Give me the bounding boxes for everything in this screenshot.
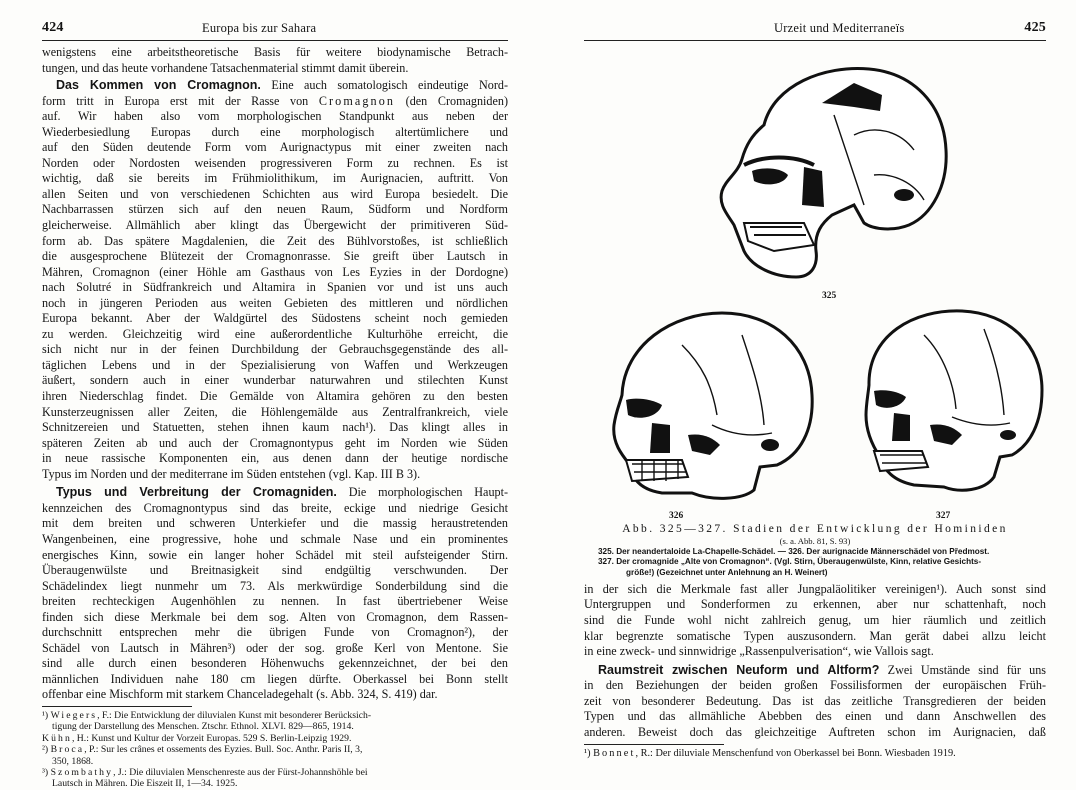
footnote [42,710,508,721]
footnote-mark: ²) [42,744,51,756]
section-heading: Das Kommen von Cromagnon. [56,78,261,93]
right-page-number: 425 [1024,20,1046,35]
paragraph-line: Schädel von Lautsch in Mähren³) oder der sog. große Kerl von Mentone. Sie [42,640,508,655]
paragraph-text: (den Cromagniden) [395,93,508,108]
paragraph-line: zu werden. Gleichzeitig wird eine außerordentliche Kulturhöhe erreicht, die [42,326,508,341]
footnote-author: Wiegers [50,709,98,721]
footnote-text: , F.: Die Entwicklung der diluvialen Kunst mit besonderer Berücksich- [97,709,372,721]
paragraph-line: finden sich diese Merkmale bei dem sog. Alten von Cromagnon, dem Rassen- [42,609,508,624]
footnote [42,767,508,778]
left-page-number: 424 [42,20,64,35]
paragraph-line: klar begrenzte somatische Typen auszusondern. Man gerät dabei allzu leicht [584,628,1046,643]
figure-caption-text [598,547,1046,578]
figure-caption-reference: (s. a. Abb. 81, S. 93) [779,536,851,546]
footnote-author: Kühn [42,732,72,744]
skull-figure [584,43,1076,521]
right-running-head [584,18,1046,41]
paragraph-line: noch in jüngeren Perioden aus weiten Gebieten des mittleren und nördlichen [42,295,508,310]
paragraph-line: täglichen Lebens und in der Spezialisierung von Waffen und Werkzeugen [42,357,508,372]
section-raumstreit-body [584,678,1046,740]
paragraph-line: sind die Funde wohl nicht zahlreich genug, um hier räumlich und zeitlich [584,612,1046,627]
right-running-title: Urzeit und Mediterraneïs [774,21,905,35]
footnote-text: , P.: Sur les crânes et ossements des Eyzies. Bull. Soc. Anthr. Paris II, 3, [84,744,363,756]
footnote-text: , J.: Die diluvialen Menschenreste aus der Fürst-Johannshöhle bei [113,767,368,778]
paragraph-line: Schnitzereien und Statuetten, stehen ihnen kaum nach¹). Das klingt alles in [42,420,508,435]
paragraph-line: äußert, sondern auch in einer wunderbar naturwahren und stilechten Kunst [42,373,508,388]
continuation-paragraph [584,582,1046,660]
paragraph-line: Typus im Norden und der mediterrane im Süden entstehen (vgl. Kap. III B 3). [42,466,421,481]
section-heading: Typus und Verbreitung der Cromagniden. [56,485,337,500]
paragraph-line: wichtig, daß sie bereits im Frühmiolithikum, im Aurignacien, auftritt. Von [42,171,508,186]
section-heading: Raumstreit zwischen Neuform und Altform? [598,662,880,677]
figure-label-325: 325 [822,291,837,301]
footnote-rule [42,706,192,707]
paragraph-line: zeit von besonderer Bedeutung. Das ist das zeitliche Transgredieren der beiden [584,693,1046,708]
figure-caption-title: Abb. 325—327. Stadien der Entwicklung der Hominiden [622,523,1008,535]
footnote-continuation: Lautsch in Mähren. Die Eiszeit II, 1—34. 1925. [52,778,238,790]
footnote-mark: ¹) [42,709,51,721]
footnote-text: , R.: Der diluviale Menschenfund von Oberkassel bei Bonn. Wiesbaden 1919. [635,748,956,760]
paragraph-line: allen Seiten und von verschiedenen Schichten aus wird Europa besiedelt. Die [42,186,508,201]
section-cromagnon-lead [42,78,508,94]
paragraph-line: Mähren, Cromagnon (einer Höhle am Gasthaus von Les Eyzies in der Dordogne) [42,264,508,279]
caption-line: größe!) (Gezeichnet unter Anlehnung an H. Weinert) [626,567,828,577]
paragraph-line: Wiederbesiedlung Europas durch eine morphologisch altertümlichere und [42,124,508,139]
paragraph-text: Zwei Umstände sind für uns [879,662,1046,677]
section-cromagnon-body [42,109,508,482]
opening-line: wenigstens eine arbeitstheoretische Basis für weitere biodynamische Betrach- [42,45,508,59]
caption-line: 327. Der cromagnide „Alte von Cromagnon“. (Vgl. Stirn, Überaugenwülste, Kinn, relative Gesichts- [598,557,982,567]
section-typus-lead [42,485,508,501]
paragraph-line: Kunsterzeugnissen aller Zeiten, die Höhlengemälde aus Zentralfrankreich, viele [42,404,508,419]
paragraph-line: offenbar eine Mischform mit starkem Chanceladegehalt (s. Abb. 324, S. 419) dar. [42,687,438,702]
paragraph-text: Die morphologischen Haupt- [336,485,509,500]
paragraph-line: Wangenbeinen, eine progressive, hohe und schmale Nase und ein prominentes [42,531,508,546]
figure-label-327: 327 [936,511,951,521]
skull-326-illustration [592,305,817,505]
figure-label-326: 326 [669,511,684,521]
right-footnote [584,748,1046,759]
footnote-rule [584,744,724,745]
left-footnotes [42,710,508,790]
paragraph-line: Nachbarrassen stürzen sich auf den neuen Raum, Südform und Nordform [42,202,508,217]
paragraph-line: Schädelindex liegt nunmehr um 73. Als merkwürdige Sonderbildung sind die [42,578,508,593]
paragraph-line: Typen und das allmähliche Abebben des einen und dann Anschwellen des [584,709,1046,724]
paragraph-line: kennzeichen des Cromagnontypus sind das breite, eckige und niedrige Gesicht [42,500,508,515]
footnote-continuation: 350, 1868. [52,755,94,767]
paragraph-line: die ausgesprochene Blütezeit der Cromagnonrasse. Sie greift über Lautsch in [42,249,508,264]
paragraph-line: auf. Wir haben also vom morphologischen Standpunkt aus neben der [42,109,508,124]
footnote-text: , H.: Kunst und Kultur der Vorzeit Europas. 529 S. Berlin-Leipzig 1929. [71,732,352,744]
paragraph-line: auf den Süden deutende Form vom Aurignactypus mit einer zweiten nach [42,140,508,155]
skull-327-illustration [844,305,1049,505]
footnote [42,733,508,744]
footnote-author: Broca [50,744,85,756]
right-page [538,0,1076,787]
paragraph-line: sich nicht nur in der feinen Durchbildung der Gebrauchsgegenstände des all- [42,342,508,357]
paragraph-line: ihren Niederschlag findet. Die Gemälde von Altamira gehören zu den besten [42,389,508,404]
section-typus-body [42,501,508,703]
paragraph-text: form tritt in Europa erst mit der Rasse von [42,93,319,108]
paragraph-line [42,94,508,110]
paragraph-line: mit dem breiten und schweren Unterkiefer und die massig heraustretenden [42,516,508,531]
skull-325-illustration [704,55,954,285]
footnote-mark: ¹) [584,748,594,760]
opening-line: tungen, und das heute vorhandene Tatsachenmaterial stimmt damit überein. [42,60,409,75]
paragraph-line: in den Beziehungen der beiden großen Fossilisformen der europäischen Früh- [584,678,1046,693]
paragraph-line: in eine zweck- und sinnwidrige „Rassenpulverisation“, wie Vallois sagt. [584,644,934,659]
paragraph-line: gleicherweise. Allmählich aber klingt das Übergewicht der primitiveren Süd- [42,218,508,233]
section-raumstreit-lead [584,663,1046,679]
spaced-name: Cromagnon [318,93,396,108]
paragraph-line: Überaugenwülste und Breitnasigkeit sind endgültig verschwunden. Der [42,563,508,578]
paragraph-line: durchschnitt entsprechen mehr die übrigen Funde von Cromagnon²), der [42,625,508,640]
paragraph-line: sind alle durch einen besonderen Höhenwuchs gekennzeichnet, der bei den [42,656,508,671]
paragraph-line: späteren Zeiten ab und auch der Cromagnontypus geht im Norden wie Süden [42,435,508,450]
paragraph-line: Untergruppen und Sonderformen zu erkennen, aber nur schattenhaft, noch [584,597,1046,612]
paragraph-text: Eine auch somatologisch eindeutige Nord- [260,78,508,93]
paragraph-line: anderen. Beweist doch das gleichzeitige Auftreten schon im Aurignacien, daß [584,724,1046,739]
paragraph-line: energisches Kinn, sowie ein langer hoher Schädel mit steil aufsteigender Stirn. [42,547,508,562]
left-body [42,45,508,703]
right-body [584,582,1046,740]
left-running-head [42,18,508,41]
left-running-title: Europa bis zur Sahara [202,21,317,35]
paragraph-line: in neue rassische Komponenten ein, aus denen dann der heutige nordische [42,451,508,466]
footnote [42,744,508,755]
paragraph-line: in der sich die Merkmale fast aller Jungpaläolitiker vereinigen¹). Auch sonst sind [584,581,1046,596]
paragraph-line: breiten rechteckigen Augenhöhlen zu nennen. In fast übertriebener Weise [42,594,508,609]
paragraph-line: männlichen Individuen nahe 180 cm liegen dürfte. Oberkassel bei Bonn stellt [42,671,508,686]
paragraph-line: nach Solutré in Südfrankreich und Altamira in Spanien vor und ist uns auch [42,280,508,295]
footnote-mark: ³) [42,767,51,778]
paragraph-line: form ab. Das spätere Magdalenien, die Zeit des Bühlvorstoßes, ist schließlich [42,233,508,248]
footnote-author: Szombathy [50,767,114,778]
paragraph-line: Europa bekannt. Aber der Waldgürtel des Südostens scheint noch gemieden [42,311,508,326]
caption-line: 325. Der neandertaloide La-Chapelle-Schädel. — 326. Der aurignacide Männerschädel von Předmost. [598,547,990,556]
footnote-author: Bonnet [593,748,636,760]
paragraph-line: Norden oder Nordosten weisenden progressiveren Form zu rechnen. Es ist [42,155,508,170]
footnote-continuation: tigung der Darstellung des Menschen. Ztschr. Ethnol. XLVI. 829—865, 1914. [52,721,354,733]
